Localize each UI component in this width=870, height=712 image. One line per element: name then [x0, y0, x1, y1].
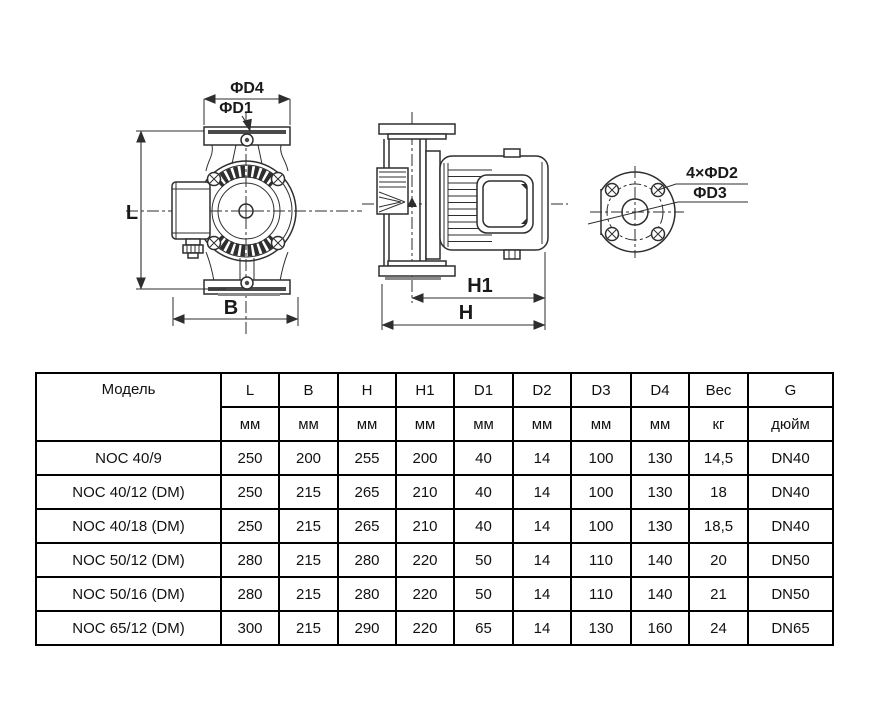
value-cell: 200	[396, 441, 454, 475]
table-row	[36, 509, 833, 543]
unit-cell: мм	[338, 407, 396, 441]
unit-cell: мм	[513, 407, 571, 441]
value-cell: DN65	[748, 611, 833, 645]
value-cell: 14	[513, 441, 571, 475]
flange-view-drawing	[588, 165, 748, 258]
value-cell: 210	[396, 509, 454, 543]
value-cell: 21	[689, 577, 748, 611]
value-cell: 14	[513, 543, 571, 577]
value-cell: 14	[513, 475, 571, 509]
value-cell: 255	[338, 441, 396, 475]
column-header: G	[748, 373, 833, 407]
column-header: D4	[631, 373, 689, 407]
value-cell: 280	[221, 543, 279, 577]
spec-table	[35, 372, 834, 646]
value-cell: 250	[221, 509, 279, 543]
value-cell: 160	[631, 611, 689, 645]
value-cell: 18,5	[689, 509, 748, 543]
unit-cell: мм	[396, 407, 454, 441]
unit-cell: дюйм	[748, 407, 833, 441]
unit-cell: мм	[221, 407, 279, 441]
value-cell: 65	[454, 611, 513, 645]
value-cell: DN40	[748, 509, 833, 543]
value-cell: 110	[571, 543, 631, 577]
motor-adapter	[426, 151, 440, 259]
value-cell: 280	[221, 577, 279, 611]
value-cell: 14	[513, 509, 571, 543]
column-header: Вес	[689, 373, 748, 407]
dim-label-h: H	[458, 302, 474, 324]
value-cell: DN40	[748, 441, 833, 475]
value-cell: 50	[454, 577, 513, 611]
terminal-box	[172, 182, 210, 239]
table-row	[36, 577, 833, 611]
value-cell: 250	[221, 441, 279, 475]
dim-label-d1: ΦD1	[219, 100, 253, 117]
unit-cell: кг	[689, 407, 748, 441]
value-cell: 220	[396, 577, 454, 611]
value-cell: DN50	[748, 543, 833, 577]
model-name-cell: NOC 40/9	[36, 441, 221, 475]
model-name-cell: NOC 65/12 (DM)	[36, 611, 221, 645]
side-top-flange	[379, 124, 455, 134]
value-cell: 24	[689, 611, 748, 645]
side-bottom-flange	[379, 266, 455, 276]
dim-label-b: B	[223, 297, 239, 319]
value-cell: 18	[689, 475, 748, 509]
value-cell: 210	[396, 475, 454, 509]
motor-top-lug	[504, 149, 520, 157]
value-cell: 280	[338, 577, 396, 611]
value-cell: 215	[279, 475, 338, 509]
value-cell: 265	[338, 475, 396, 509]
value-cell: 14	[513, 577, 571, 611]
column-header: L	[221, 373, 279, 407]
value-cell: DN50	[748, 577, 833, 611]
side-view-drawing	[362, 112, 568, 330]
dim-label-l: L	[125, 202, 139, 224]
table-row	[36, 475, 833, 509]
column-header: D2	[513, 373, 571, 407]
table-row	[36, 611, 833, 645]
value-cell: 220	[396, 611, 454, 645]
value-cell: 40	[454, 475, 513, 509]
dim-label-h1: H1	[467, 275, 493, 297]
table-row	[36, 543, 833, 577]
cable-gland	[183, 239, 203, 258]
model-name-cell: NOC 40/18 (DM)	[36, 509, 221, 543]
value-cell: 215	[279, 509, 338, 543]
column-header: D1	[454, 373, 513, 407]
value-cell: 215	[279, 543, 338, 577]
column-header: H	[338, 373, 396, 407]
value-cell: 40	[454, 441, 513, 475]
value-cell: 110	[571, 577, 631, 611]
value-cell: 130	[631, 509, 689, 543]
spec-table-container	[35, 372, 834, 646]
value-cell: 280	[338, 543, 396, 577]
front-view-drawing	[126, 80, 362, 334]
value-cell: 215	[279, 611, 338, 645]
value-cell: DN40	[748, 475, 833, 509]
value-cell: 100	[571, 509, 631, 543]
value-cell: 290	[338, 611, 396, 645]
dim-label-d4: ΦD4	[230, 80, 264, 97]
unit-cell: мм	[631, 407, 689, 441]
value-cell: 200	[279, 441, 338, 475]
unit-cell: мм	[454, 407, 513, 441]
value-cell: 220	[396, 543, 454, 577]
dim-label-d3: ΦD3	[693, 185, 727, 202]
value-cell: 100	[571, 441, 631, 475]
model-name-cell: NOC 40/12 (DM)	[36, 475, 221, 509]
unit-cell: мм	[279, 407, 338, 441]
model-name-cell: NOC 50/16 (DM)	[36, 577, 221, 611]
value-cell: 20	[689, 543, 748, 577]
value-cell: 250	[221, 475, 279, 509]
value-cell: 14	[513, 611, 571, 645]
value-cell: 215	[279, 577, 338, 611]
column-header: D3	[571, 373, 631, 407]
value-cell: 140	[631, 543, 689, 577]
value-cell: 140	[631, 577, 689, 611]
value-cell: 14,5	[689, 441, 748, 475]
value-cell: 130	[571, 611, 631, 645]
model-name-cell: NOC 50/12 (DM)	[36, 543, 221, 577]
value-cell: 100	[571, 475, 631, 509]
column-header-model: Модель	[36, 373, 221, 441]
column-header: B	[279, 373, 338, 407]
table-header-row	[36, 373, 833, 407]
value-cell: 50	[454, 543, 513, 577]
motor-plug	[504, 250, 520, 259]
value-cell: 130	[631, 441, 689, 475]
table-row	[36, 441, 833, 475]
dim-label-d2: 4×ΦD2	[686, 165, 738, 182]
value-cell: 300	[221, 611, 279, 645]
unit-cell: мм	[571, 407, 631, 441]
column-header: H1	[396, 373, 454, 407]
value-cell: 265	[338, 509, 396, 543]
value-cell: 40	[454, 509, 513, 543]
value-cell: 130	[631, 475, 689, 509]
